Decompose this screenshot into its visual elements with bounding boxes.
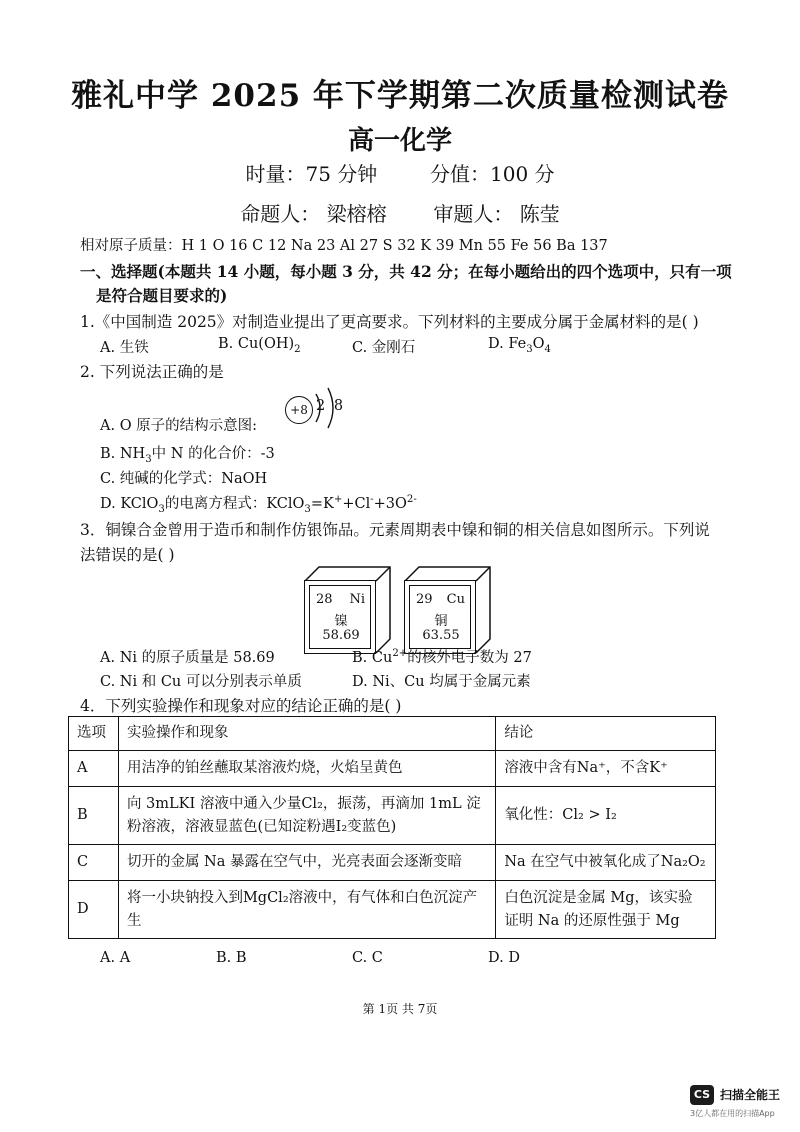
time-label: 时量：75 分钟: [245, 162, 378, 186]
relative-atomic-masses: 相对原子质量：H 1 O 16 C 12 Na 23 Al 27 S 32 K 39 Mn 55 Fe 56 Ba 137: [80, 238, 608, 254]
q2-option-b: B. $NH_3$中 N 的化合价：-3: [100, 446, 275, 465]
q4-option-a: A. A: [100, 950, 131, 966]
q4-option-c: C. C: [352, 950, 383, 966]
atomic-number: 28: [316, 592, 333, 607]
q2-stem: 2. 下列说法正确的是: [80, 363, 224, 381]
q4-option-b: B. B: [216, 950, 247, 966]
q1-option-c: C. 金刚石: [352, 340, 416, 356]
row-operation: 将一小块钠投入到MgCl₂溶液中，有气体和白色沉淀产生: [118, 881, 495, 939]
cube-front: [304, 580, 376, 654]
row-option: D: [69, 881, 119, 939]
scanner-app-name: 扫描全能王: [720, 1088, 781, 1102]
header-operation: 实验操作和现象: [118, 717, 495, 751]
q1-stem: 1.《中国制造 2025》对制造业提出了更高要求。下列材料的主要成分属于金属材料的是( ): [80, 313, 699, 331]
scanner-logo-icon: CS: [690, 1085, 714, 1105]
q3-option-d: D. Ni、Cu 均属于金属元素: [352, 674, 531, 690]
electron-shell-counts: 2 8: [316, 398, 346, 414]
time-score-line: [0, 158, 800, 187]
element-box: [409, 585, 471, 649]
table-row: [69, 881, 716, 939]
table-header-row: [69, 717, 716, 751]
element-card-cu: [404, 566, 490, 656]
oxygen-nucleus: +8: [285, 396, 313, 424]
row-conclusion: 溶液中含有Na⁺，不含K⁺: [496, 751, 716, 787]
row-operation: 向 3mLKI 溶液中通入少量Cl₂，振荡，再滴加 1mL 淀粉溶液，溶液显蓝色(已知淀粉遇I₂变蓝色): [118, 787, 495, 845]
row-operation: 切开的金属 Na 暴露在空气中，光亮表面会逐渐变暗: [118, 845, 495, 881]
header-conclusion: 结论: [496, 717, 716, 751]
table-row: [69, 845, 716, 881]
row-conclusion: Na 在空气中被氧化成了Na₂O₂: [496, 845, 716, 881]
element-name: 铜: [434, 614, 448, 629]
reviewer: 审题人： 陈莹: [433, 202, 560, 226]
scanner-tagline: 3亿人都在用的扫描App: [690, 1109, 775, 1118]
q4-option-d: D. D: [488, 950, 520, 966]
q2-option-a: A. O 原子的结构示意图:: [100, 418, 258, 434]
experiment-table: [68, 716, 716, 939]
q3-option-b: B. $Cu^{2+}$的核外电子数为 27: [352, 648, 532, 666]
element-box: [309, 585, 371, 649]
row-conclusion: 白色沉淀是金属 Mg，该实验证明 Na 的还原性强于 Mg: [496, 881, 716, 939]
table-row: [69, 751, 716, 787]
q1-option-a: A. 生铁: [100, 340, 149, 356]
table-row: [69, 787, 716, 845]
section-heading-cont: 是符合题目要求的): [96, 286, 228, 305]
row-option: C: [69, 845, 119, 881]
q2-option-d: D. KClO$_3$的电离方程式：$KClO_3=K^++Cl^-+3O^{2-}$: [100, 494, 417, 515]
element-name: 镍: [334, 614, 348, 629]
q3-option-a: A. Ni 的原子质量是 58.69: [100, 650, 275, 666]
atomic-number: 29: [416, 592, 433, 607]
exam-title: 雅礼中学 2025 年下学期第二次质量检测试卷: [71, 78, 729, 114]
row-operation: 用洁净的铂丝蘸取某溶液灼烧，火焰呈黄色: [118, 751, 495, 787]
row-option: A: [69, 751, 119, 787]
q3-stem-cont: 法错误的是( ): [80, 546, 175, 564]
header-option: 选项: [69, 717, 119, 751]
exam-subject: 高一化学: [347, 126, 452, 156]
element-symbol: Ni: [349, 592, 365, 607]
row-option: B: [69, 787, 119, 845]
element-card-ni: [304, 566, 390, 656]
page-number: 第 1页 共 7页: [362, 1002, 438, 1016]
row-conclusion: 氧化性：Cl₂ > I₂: [496, 787, 716, 845]
author-line: [0, 198, 800, 227]
q4-stem: 4．下列实验操作和现象对应的结论正确的是( ): [80, 697, 402, 715]
section-heading: 一、选择题(本题共 14 小题，每小题 3 分，共 42 分；在每小题给出的四个选项中，只有一项: [80, 262, 732, 281]
atomic-mass: 58.69: [322, 628, 360, 643]
q3-option-c: C. Ni 和 Cu 可以分别表示单质: [100, 674, 302, 690]
setter: 命题人： 梁榕榕: [240, 202, 387, 226]
q2-option-c: C. 纯碱的化学式：NaOH: [100, 471, 268, 487]
q1-option-d: D. $Fe_3O_4$: [488, 336, 551, 355]
q3-stem: 3．铜镍合金曾用于造币和制作仿银饰品。元素周期表中镍和铜的相关信息如图所示。下列说: [80, 521, 710, 539]
cube-front: [404, 580, 476, 654]
score-label: 分值：100 分: [430, 162, 555, 186]
atomic-mass: 63.55: [422, 628, 460, 643]
q1-option-b: B. $Cu(OH)_2$: [218, 336, 301, 355]
element-symbol: Cu: [446, 592, 465, 607]
